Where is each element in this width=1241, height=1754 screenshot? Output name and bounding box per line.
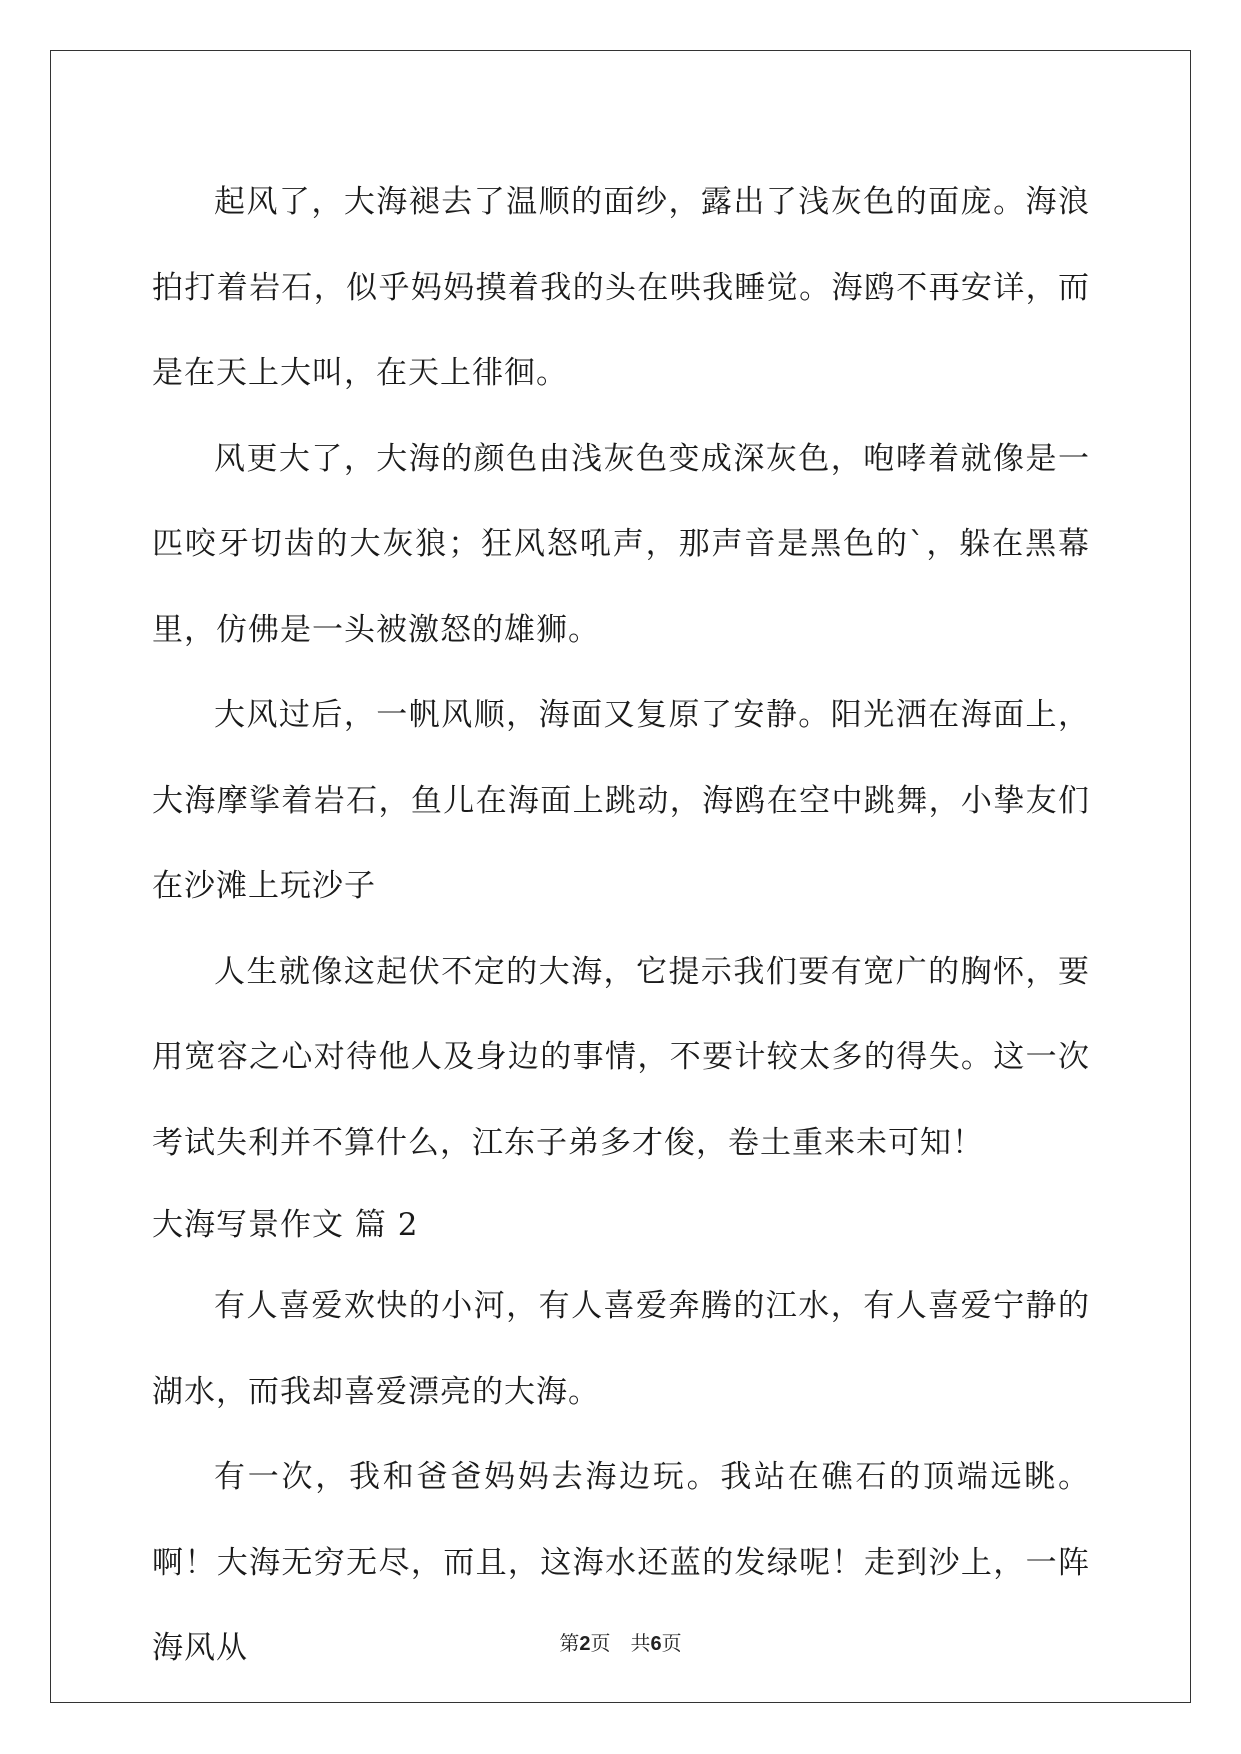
footer-page-prefix: 第 bbox=[559, 1631, 580, 1655]
footer-page-number: 2 bbox=[579, 1633, 591, 1655]
section-heading: 大海写景作文 篇 2 bbox=[152, 1207, 419, 1243]
footer-total-prefix: 共 bbox=[630, 1631, 651, 1655]
paragraph-3: 大风过后，一帆风顺，海面又复原了安静。阳光洒在海面上，大海摩挲着岩石，鱼儿在海面上跳动，海鸥在空中跳舞，小挚友们在沙滩上玩沙子 bbox=[152, 697, 1090, 904]
paragraph-4: 人生就像这起伏不定的大海，它提示我们要有宽广的胸怀，要用宽容之心对待他人及身边的事情，不要计较太多的得失。这一次考试失利并不算什么，江东子弟多才俊，卷土重来未可知！ bbox=[152, 953, 1090, 1161]
paragraph-2: 风更大了，大海的颜色由浅灰色变成深灰色，咆哮着就像是一匹咬牙切齿的大灰狼；狂风怒吼声，那声音是黑色的`，躲在黑幕里，仿佛是一头被激怒的雄狮。 bbox=[152, 440, 1090, 648]
footer-total-suffix: 页 bbox=[661, 1631, 682, 1655]
page-footer bbox=[0, 1627, 1241, 1656]
paragraph-6: 有一次，我和爸爸妈妈去海边玩。我站在礁石的顶端远眺。啊！大海无穷无尽，而且，这海水还蓝的发绿呢！走到沙上，一阵海风从 bbox=[152, 1459, 1090, 1666]
footer-page-suffix: 页 bbox=[590, 1631, 611, 1655]
document-body bbox=[152, 160, 1090, 1692]
paragraph-5: 有人喜爱欢快的小河，有人喜爱奔腾的江水，有人喜爱宁静的湖水，而我却喜爱漂亮的大海。 bbox=[152, 1288, 1090, 1410]
paragraph-1: 起风了，大海褪去了温顺的面纱，露出了浅灰色的面庞。海浪拍打着岩石，似乎妈妈摸着我的头在哄我睡觉。海鸥不再安详，而是在天上大叫，在天上徘徊。 bbox=[152, 184, 1090, 391]
footer-total-pages: 6 bbox=[650, 1633, 662, 1655]
